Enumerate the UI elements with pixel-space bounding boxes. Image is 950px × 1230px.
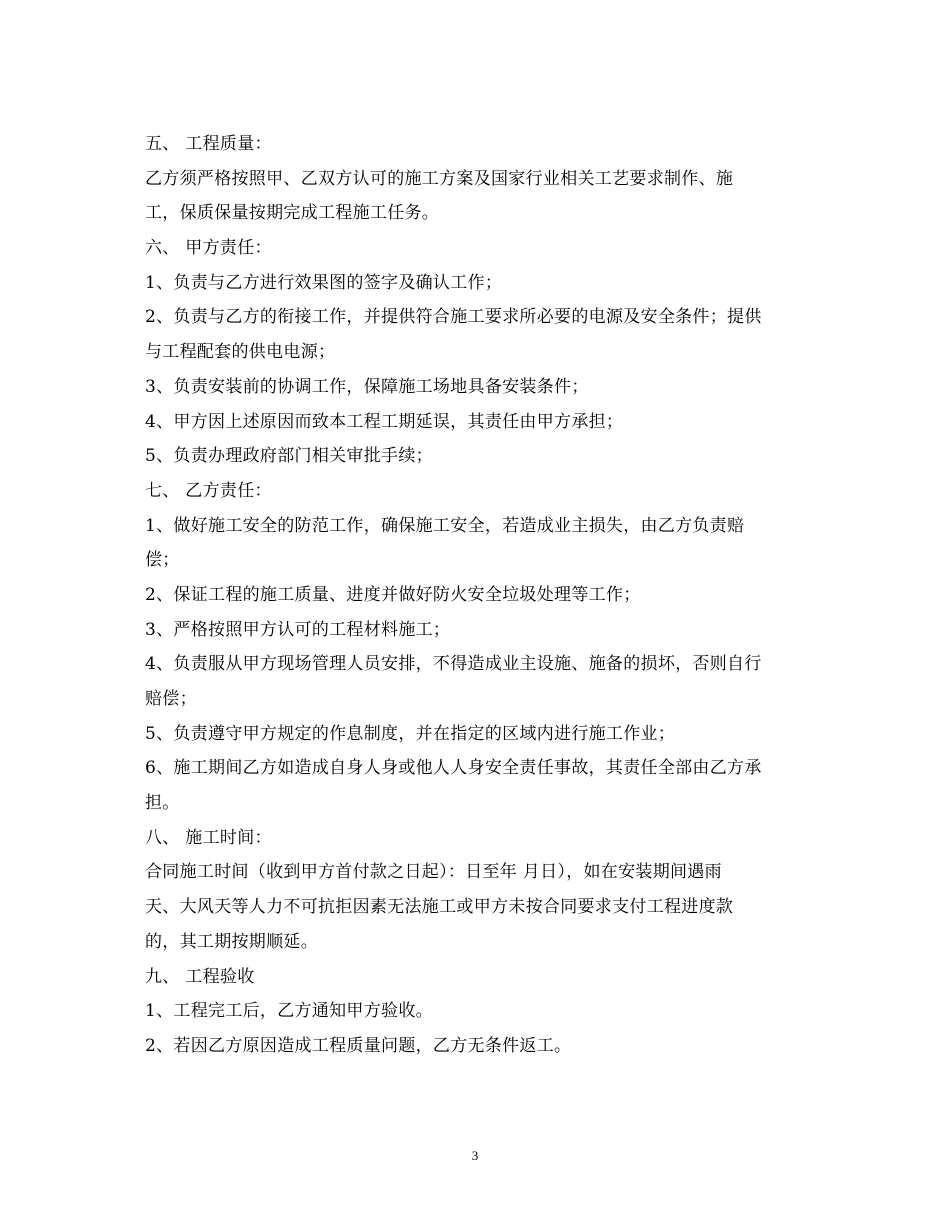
list-item: 2、若因乙方原因造成工程质量问题，乙方无条件返工。 (145, 1035, 572, 1056)
list-item: 5、负责办理政府部门相关审批手续； (145, 446, 433, 467)
list-item-continuation: 赔偿； (145, 689, 197, 709)
list-item: 3、严格按照甲方认可的工程材料施工； (145, 619, 451, 640)
list-item: 6、施工期间乙方如造成自身人身或他人人身安全责任事故，其责任全部由乙方承 (145, 758, 762, 779)
document-body (145, 127, 810, 1064)
list-item-continuation: 与工程配套的供电电源； (145, 342, 336, 363)
paragraph-line: 合同施工时间（收到甲方首付款之日起）：日至年 月日），如在安装期间遇雨 (145, 862, 722, 883)
paragraph-line: 天、大风天等人力不可抗拒因素无法施工或甲方未按合同要求支付工程进度款 (145, 897, 734, 918)
page-number: 3 (471, 1148, 479, 1163)
list-item: 2、保证工程的施工质量、进度并做好防火安全垃圾处理等工作； (145, 584, 641, 605)
paragraph-line: 工，保质保量按期完成工程施工任务。 (145, 203, 440, 224)
section-heading-quality: 五、 工程质量： (145, 134, 272, 154)
paragraph-line: 的，其工期按期顺延。 (145, 931, 318, 952)
list-item: 1、工程完工后，乙方通知甲方验收。 (145, 1001, 433, 1022)
list-item: 1、负责与乙方进行效果图的签字及确认工作； (145, 272, 503, 293)
list-item: 2、负责与乙方的衔接工作，并提供符合施工要求所必要的电源及安全条件；提供 (145, 307, 762, 328)
list-item-continuation: 偿； (145, 550, 180, 571)
list-item-continuation: 担。 (145, 793, 180, 814)
list-item: 5、负责遵守甲方规定的作息制度，并在指定的区域内进行施工作业； (145, 723, 676, 744)
list-item: 1、做好施工安全的防范工作，确保施工安全，若造成业主损失，由乙方负责赔 (145, 515, 745, 536)
list-item: 4、负责服从甲方现场管理人员安排，不得造成业主设施、施备的损坏，否则自行 (145, 654, 762, 675)
paragraph-line: 乙方须严格按照甲、乙双方认可的施工方案及国家行业相关工艺要求制作、施 (145, 168, 734, 189)
list-item: 4、甲方因上述原因而致本工程工期延误，其责任由甲方承担； (145, 411, 624, 432)
section-heading-party-b: 七、 乙方责任： (145, 480, 272, 501)
section-heading-acceptance: 九、 工程验收 (145, 966, 255, 987)
section-heading-construction-time: 八、 施工时间： (145, 827, 272, 848)
list-item: 3、负责安装前的协调工作，保障施工场地具备安装条件； (145, 376, 589, 397)
section-heading-party-a: 六、 甲方责任： (145, 238, 272, 259)
